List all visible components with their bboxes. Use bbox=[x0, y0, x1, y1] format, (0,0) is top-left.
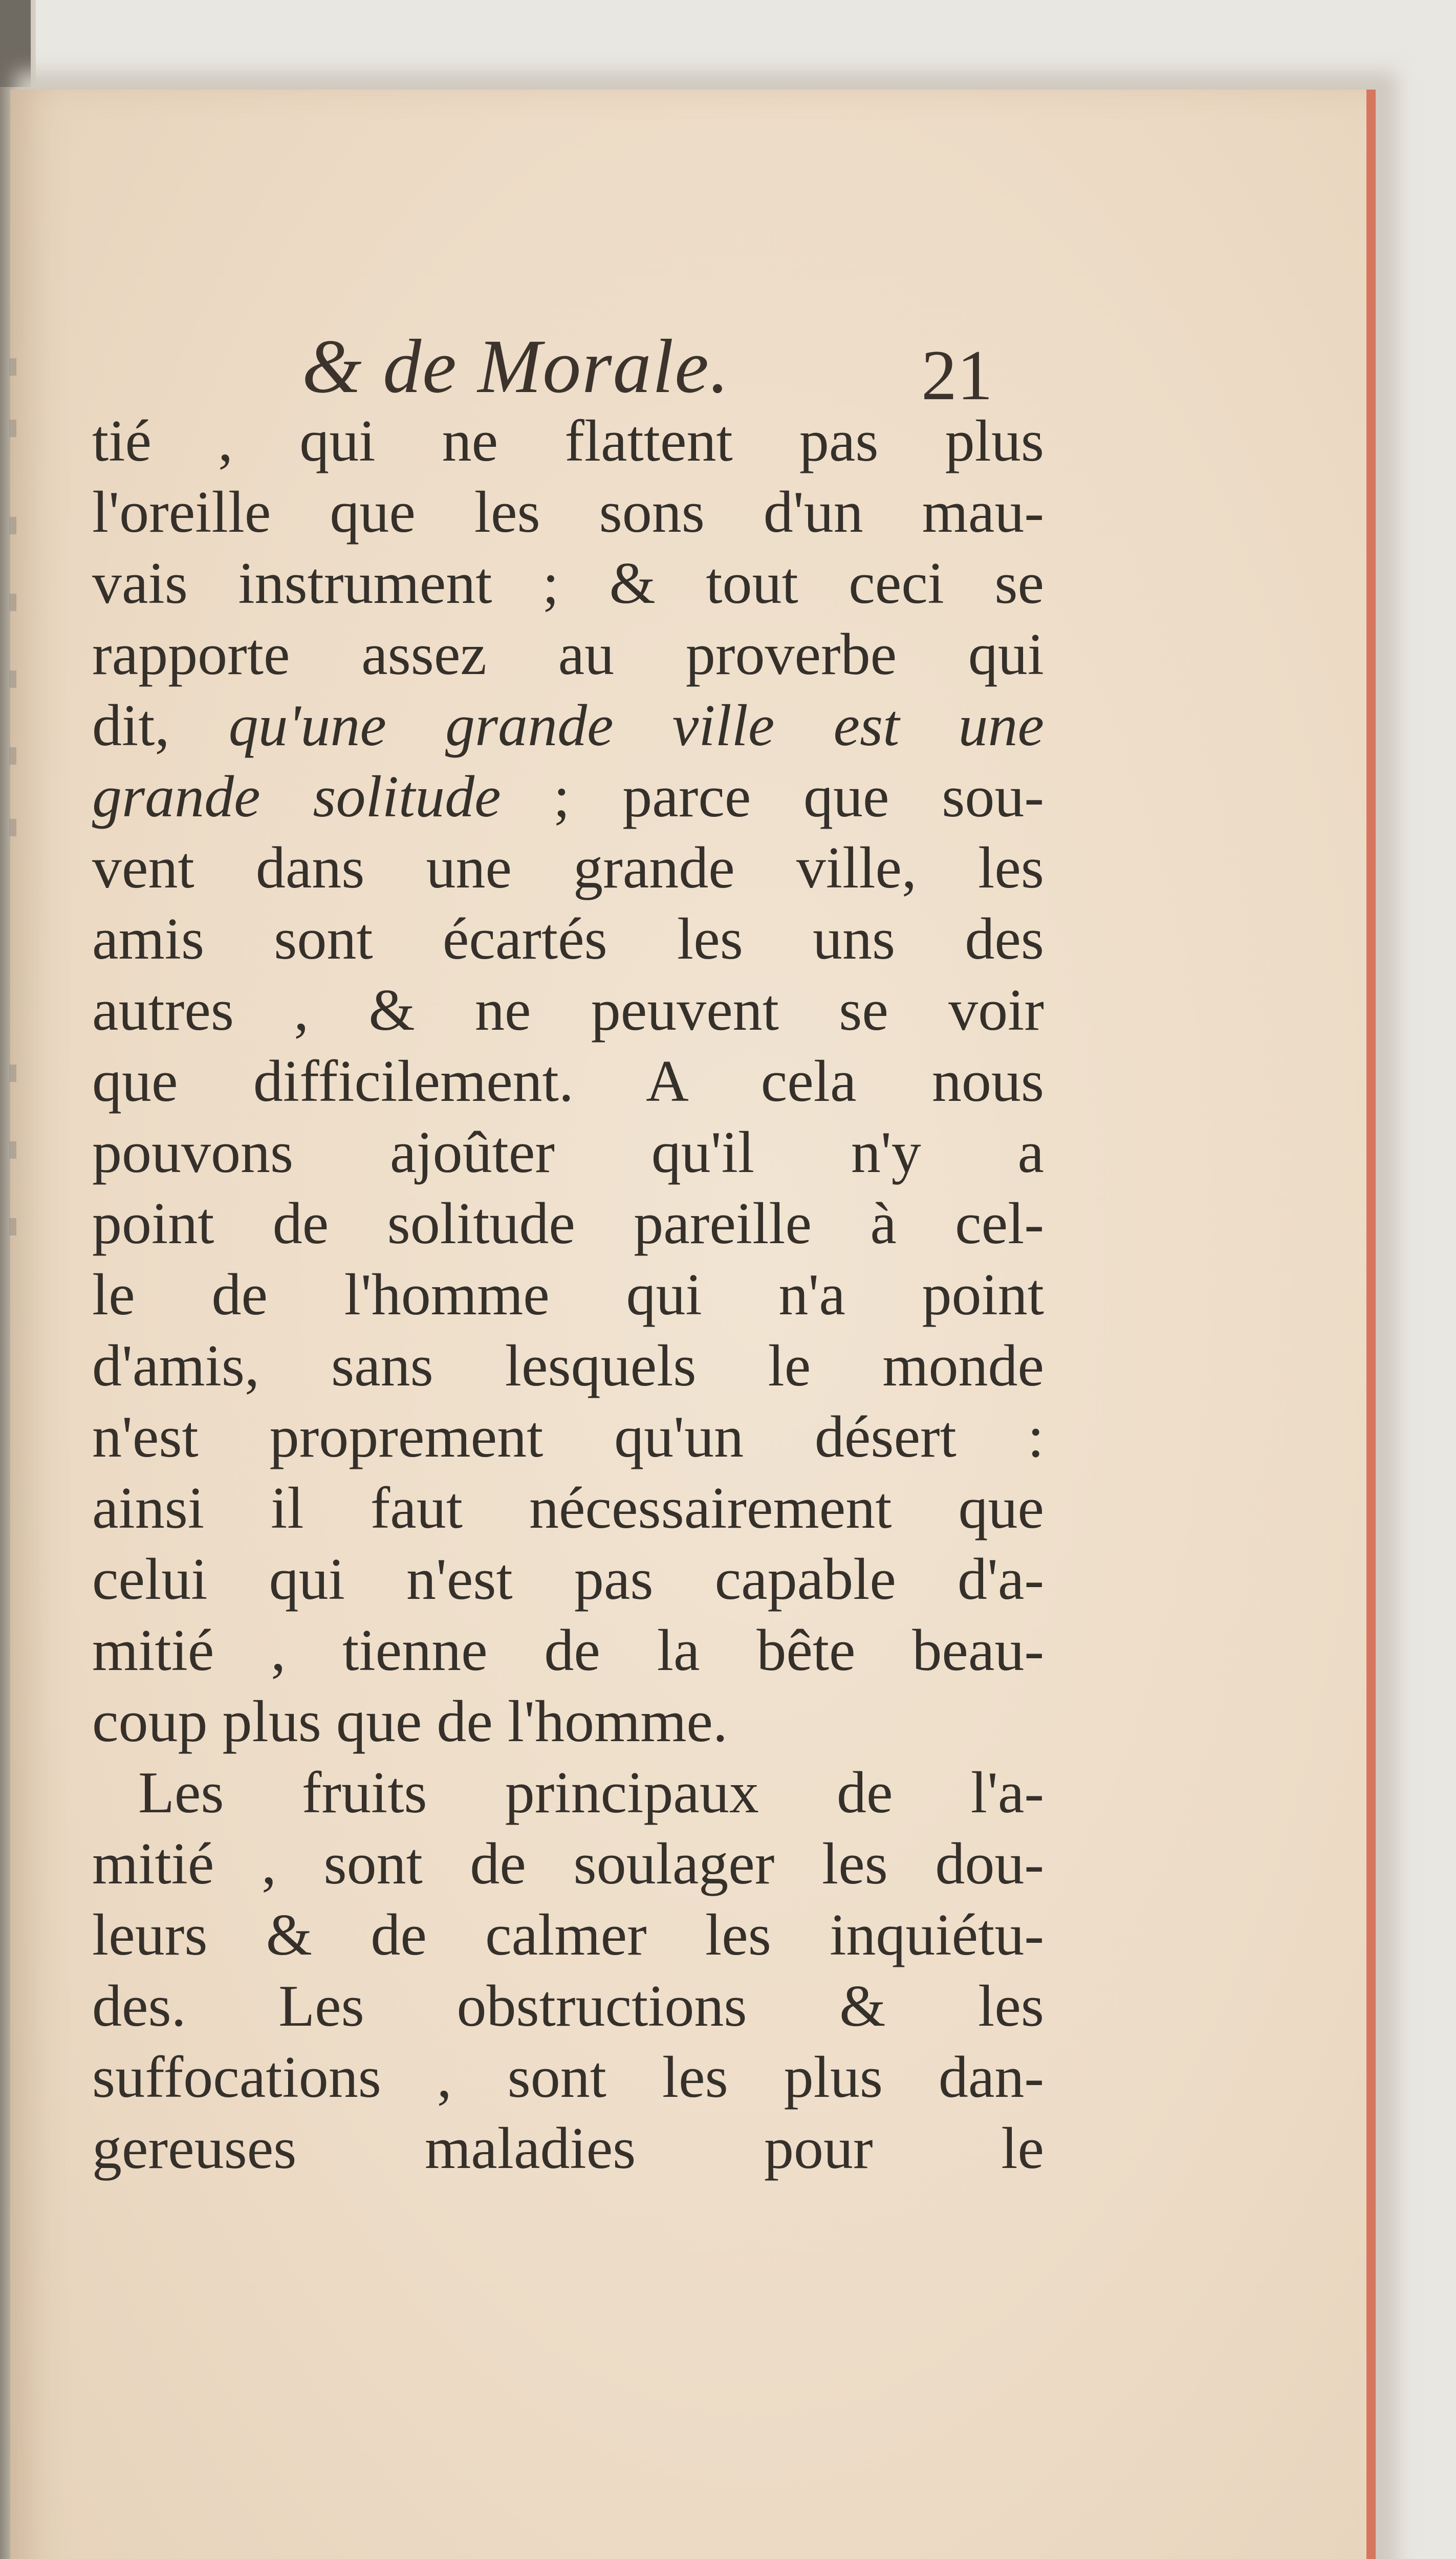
text-line: leurs & de calmer les inquiétu- bbox=[92, 1902, 1044, 1968]
text-run: ; parce que sou- bbox=[501, 764, 1044, 830]
text-line bbox=[92, 690, 1044, 762]
page-number: 21 bbox=[921, 336, 993, 415]
show-through-mark bbox=[9, 747, 16, 765]
italic-proverb: qu'une grande ville est une bbox=[228, 693, 1044, 758]
text-line: vent dans une grande ville, les bbox=[92, 835, 1044, 901]
text-line: l'oreille que les sons d'un mau- bbox=[92, 480, 1044, 545]
text-line: autres , & ne peuvent se voir bbox=[92, 978, 1044, 1043]
show-through-mark bbox=[9, 1065, 16, 1082]
text-line: point de solitude pareille à cel- bbox=[92, 1191, 1044, 1256]
show-through-mark bbox=[9, 420, 16, 437]
show-through-mark bbox=[9, 1141, 16, 1159]
body-text bbox=[92, 406, 1044, 2184]
text-line: n'est proprement qu'un désert : bbox=[92, 1404, 1044, 1470]
text-line bbox=[92, 762, 1044, 833]
text-line: rapporte assez au proverbe qui bbox=[92, 622, 1044, 687]
italic-proverb: grande solitude bbox=[92, 764, 501, 830]
text-line: amis sont écartés les uns des bbox=[92, 906, 1044, 972]
text-line: celui qui n'est pas capable d'a- bbox=[92, 1547, 1044, 1612]
text-line: mitié , tienne de la bête beau- bbox=[92, 1618, 1044, 1683]
text-line: que difficilement. A cela nous bbox=[92, 1049, 1044, 1114]
paragraph-start-line: Les fruits principaux de l'a- bbox=[138, 1760, 1044, 1826]
text-line: mitié , sont de soulager les dou- bbox=[92, 1831, 1044, 1897]
book-page bbox=[10, 90, 1376, 2559]
text-line: ainsi il faut nécessairement que bbox=[92, 1476, 1044, 1541]
text-run: dit, bbox=[92, 693, 229, 758]
text-line: vais instrument ; & tout ceci se bbox=[92, 551, 1044, 616]
show-through-mark bbox=[9, 1218, 16, 1235]
text-line: tié , qui ne flattent pas plus bbox=[92, 408, 1044, 474]
text-line: pouvons ajoûter qu'il n'y a bbox=[92, 1120, 1044, 1185]
text-line: coup plus que de l'homme. bbox=[92, 1689, 728, 1754]
text-line: le de l'homme qui n'a point bbox=[92, 1262, 1044, 1328]
show-through-mark bbox=[9, 819, 16, 836]
text-line: suffocations , sont les plus dan- bbox=[92, 2045, 1044, 2110]
text-line: gereuses maladies pour le bbox=[92, 2116, 1044, 2181]
text-line: d'amis, sans lesquels le monde bbox=[92, 1333, 1044, 1399]
text-line: des. Les obstructions & les bbox=[92, 1974, 1044, 2039]
show-through-mark bbox=[9, 670, 16, 688]
running-head: & de Morale. bbox=[302, 324, 730, 409]
show-through-mark bbox=[9, 594, 16, 611]
show-through-mark bbox=[9, 358, 16, 376]
show-through-mark bbox=[9, 517, 16, 534]
